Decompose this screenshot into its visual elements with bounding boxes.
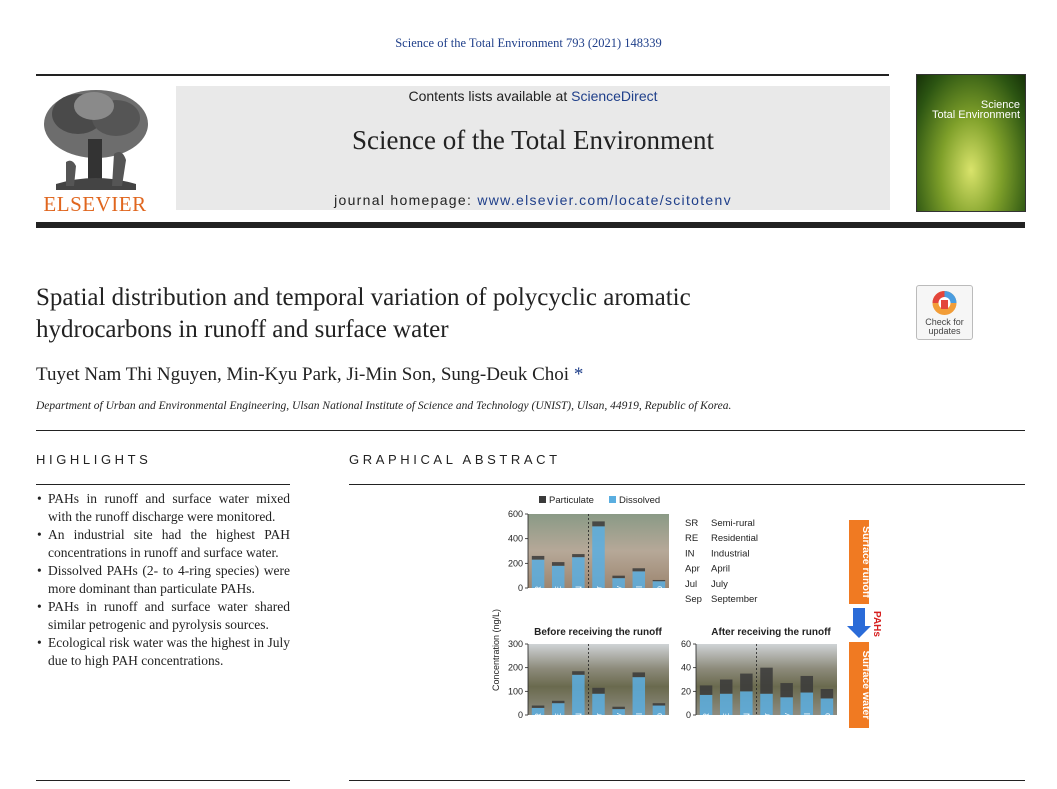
journal-title: Science of the Total Environment xyxy=(351,125,714,155)
bar-particulate xyxy=(532,706,544,708)
bar-dissolved xyxy=(821,698,833,715)
bar-particulate xyxy=(552,701,564,703)
contents-line xyxy=(176,88,890,104)
x-tick-label: May xyxy=(781,713,792,730)
bar-dissolved xyxy=(801,693,813,715)
x-tick-label: May xyxy=(613,586,624,603)
y-tick-label: 20 xyxy=(680,686,691,697)
bar-dissolved xyxy=(572,675,584,715)
y-tick-label: 600 xyxy=(507,509,523,519)
x-tick-label: RE xyxy=(553,713,564,725)
header-rule xyxy=(36,74,889,76)
y-axis-label: Concentration (ng/L) xyxy=(491,608,501,692)
y-tick-label: 200 xyxy=(507,558,523,569)
check-updates-icon xyxy=(917,286,972,320)
article-title-line2: hydrocarbons in runoff and surface water xyxy=(36,316,449,343)
bar-particulate xyxy=(572,671,584,675)
abbreviation-legend xyxy=(685,518,758,605)
bar-dissolved xyxy=(740,691,752,715)
graphical-abstract-heading: GRAPHICAL ABSTRACT xyxy=(349,452,561,467)
highlights-bottom-rule xyxy=(36,780,290,781)
abbr-key: Sep xyxy=(685,594,702,605)
y-tick-label: 40 xyxy=(680,662,691,673)
bar-dissolved xyxy=(572,557,584,588)
y-tick-label: 100 xyxy=(507,686,523,697)
bar-particulate xyxy=(592,688,604,694)
x-tick-label: Sep xyxy=(653,713,664,729)
abbr-key: IN xyxy=(685,548,695,560)
sciencedirect-link[interactable]: ScienceDirect xyxy=(571,88,658,104)
panel-title-before: Before receiving the runoff xyxy=(534,627,662,638)
bar-particulate xyxy=(653,703,665,705)
abbr-value: Semi-rural xyxy=(711,518,755,529)
bar-particulate xyxy=(821,689,833,698)
check-updates-line2: updates xyxy=(928,326,961,336)
check-updates-line1: Check for xyxy=(925,317,964,327)
affiliation: Department of Urban and Environmental Engineering, Ulsan National Institute of Science and Technology (UNIST), Ulsan, 44919, Republic of Korea. xyxy=(36,400,732,412)
graphical-abstract-bottom-rule xyxy=(349,780,1025,781)
bar-dissolved xyxy=(720,694,732,715)
x-tick-label: SR xyxy=(701,713,712,725)
journal-homepage xyxy=(176,192,890,208)
list-item: • Dissolved PAHs (2- to 4-ring species) were more dominant than particulate PAHs. xyxy=(36,562,290,598)
bar-particulate xyxy=(633,568,645,571)
bar-particulate xyxy=(740,674,752,692)
bar-dissolved xyxy=(633,677,645,715)
y-tick-label: 200 xyxy=(507,662,523,673)
y-tick-label: 300 xyxy=(507,639,523,649)
x-tick-label: SR xyxy=(533,713,544,725)
bar-particulate xyxy=(592,521,604,526)
homepage-link[interactable]: www.elsevier.com/locate/scitotenv xyxy=(477,192,732,208)
pahs-label: PAHs xyxy=(871,611,882,637)
y-tick-label: 0 xyxy=(517,710,523,720)
abbr-value: Industrial xyxy=(711,548,750,560)
bar-dissolved xyxy=(700,695,712,715)
surface-runoff-label: Surface runoff xyxy=(860,526,872,598)
bar-particulate xyxy=(801,676,813,693)
flow-arrow-icon xyxy=(847,608,871,638)
list-item: • Ecological risk water was the highest in July due to high PAH concentrations. xyxy=(36,634,290,670)
cover-title-line1: Science xyxy=(980,99,1020,111)
bar-dissolved xyxy=(760,694,772,715)
bar-dissolved xyxy=(592,694,604,715)
publisher-name: ELSEVIER xyxy=(43,192,147,216)
x-tick-label: Jul xyxy=(801,713,812,724)
corresponding-author-mark[interactable]: * xyxy=(573,364,584,385)
bar-particulate xyxy=(612,576,624,578)
authors-text: Tuyet Nam Thi Nguyen, Min-Kyu Park, Ji-Min Son, Sung-Deuk Choi xyxy=(36,364,570,385)
bar-dissolved xyxy=(633,571,645,588)
bar-particulate xyxy=(572,554,584,557)
bar-particulate xyxy=(552,562,564,566)
list-item: • PAHs in runoff and surface water mixed with the runoff discharge were monitored. xyxy=(36,490,290,526)
bar-dissolved xyxy=(780,697,792,715)
homepage-prefix: journal homepage: xyxy=(334,192,478,208)
highlights-rule xyxy=(36,484,290,485)
bar-particulate xyxy=(780,683,792,697)
x-tick-label: RE xyxy=(721,713,732,725)
bar-particulate xyxy=(760,668,772,694)
abbr-key: Apr xyxy=(685,563,700,575)
legend-dissolved-swatch xyxy=(609,496,616,503)
bar-particulate xyxy=(720,680,732,694)
y-tick-label: 60 xyxy=(680,639,691,649)
y-tick-label: 0 xyxy=(517,583,523,593)
journal-cover-image[interactable] xyxy=(916,74,1026,212)
x-tick-label: Sep xyxy=(653,586,664,602)
contents-prefix: Contents lists available at xyxy=(408,88,572,104)
article-title xyxy=(36,282,836,346)
y-tick-label: 0 xyxy=(685,710,691,720)
y-tick-label: 400 xyxy=(507,533,523,544)
bar-dissolved xyxy=(592,526,604,588)
list-item: • An industrial site had the highest PAH concentrations in runoff and surface water. xyxy=(36,526,290,562)
x-tick-label: Jul xyxy=(633,713,644,724)
bar-particulate xyxy=(700,685,712,694)
author-list xyxy=(36,364,583,386)
x-tick-label: SR xyxy=(533,586,544,598)
x-tick-label: IN xyxy=(741,713,752,722)
abbr-key: SR xyxy=(685,518,699,529)
bar-particulate xyxy=(612,707,624,709)
cover-title xyxy=(920,100,1020,120)
graphical-abstract-figure[interactable] xyxy=(487,490,883,740)
abbr-value: July xyxy=(711,578,728,590)
abbr-key: Jul xyxy=(685,578,698,590)
x-tick-label: Apr xyxy=(593,586,604,600)
section-rule xyxy=(36,430,1025,431)
journal-citation[interactable]: Science of the Total Environment 793 (2021) 148339 xyxy=(395,36,662,50)
x-tick-label: IN xyxy=(573,586,584,595)
panel-title-after: After receiving the runoff xyxy=(711,627,831,638)
legend-particulate-swatch xyxy=(539,496,546,503)
highlights-heading: HIGHLIGHTS xyxy=(36,452,152,467)
x-tick-label: Apr xyxy=(761,713,772,727)
x-tick-label: Jul xyxy=(633,586,644,597)
header-thick-rule xyxy=(36,222,1025,228)
bar-dissolved xyxy=(552,566,564,588)
x-tick-label: RE xyxy=(553,586,564,598)
list-item: • PAHs in runoff and surface water shared similar petrogenic and pyrolysis sources. xyxy=(36,598,290,634)
x-tick-label: Sep xyxy=(821,713,832,729)
bar-particulate xyxy=(532,556,544,560)
bar-particulate xyxy=(653,580,665,581)
x-tick-label: Apr xyxy=(593,713,604,727)
bar-dissolved xyxy=(532,560,544,588)
legend-dissolved-label: Dissolved xyxy=(619,495,661,506)
graphical-abstract-rule xyxy=(349,484,1025,485)
check-updates-label xyxy=(916,318,973,336)
surface-water-label: Surface water xyxy=(860,650,872,720)
highlights-list xyxy=(36,490,290,670)
cover-title-line2: Total Environment xyxy=(931,109,1020,121)
abbr-value: April xyxy=(711,563,731,575)
x-tick-label: IN xyxy=(573,713,584,722)
x-tick-label: May xyxy=(613,713,624,730)
abbr-value: Residential xyxy=(711,533,758,545)
legend-particulate-label: Particulate xyxy=(549,495,594,506)
abbr-key: RE xyxy=(685,533,699,545)
abbr-value: September xyxy=(711,594,758,605)
bar-particulate xyxy=(633,672,645,677)
article-title-line1: Spatial distribution and temporal variation of polycyclic aromatic xyxy=(36,284,691,311)
